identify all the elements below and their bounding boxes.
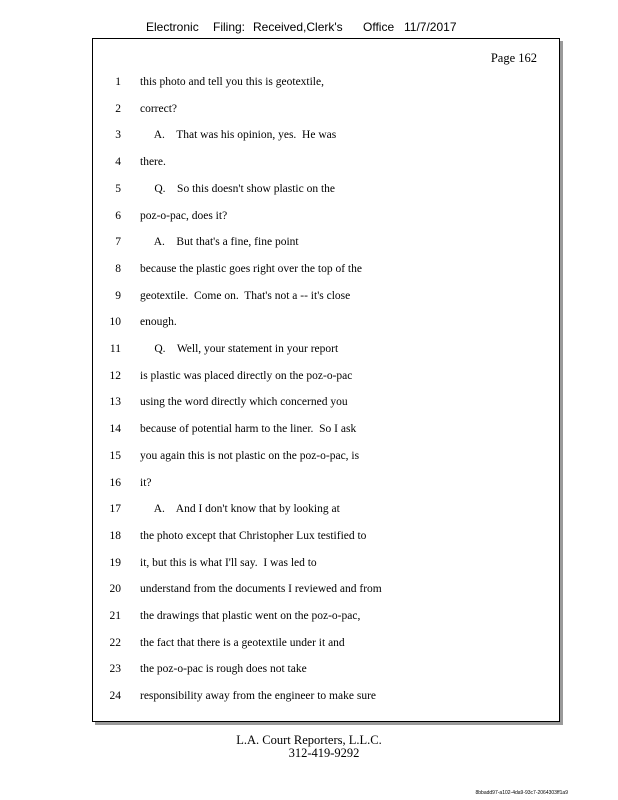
line-text: responsibility away from the engineer to make sure	[140, 690, 376, 703]
line-text: geotextile. Come on. That's not a -- it's close	[140, 289, 351, 302]
line-number: 5	[115, 182, 121, 195]
line-number: 10	[109, 316, 121, 329]
line-text: is plastic was placed directly on the poz-o-pac	[140, 369, 353, 382]
line-text: the photo except that Christopher Lux testified to	[140, 529, 367, 542]
line-text: correct?	[140, 102, 178, 115]
line-text: this photo and tell you this is geotextile,	[140, 76, 324, 88]
line-text: using the word directly which concerned you	[140, 396, 348, 409]
line-text: because of potential harm to the liner. So I ask	[140, 423, 357, 436]
line-number: 23	[109, 663, 121, 676]
line-number: 4	[115, 156, 121, 169]
line-text: A. And I don't know that by looking at	[140, 503, 340, 516]
line-text: there.	[140, 156, 166, 169]
page-number: Page 162	[490, 51, 537, 65]
line-number: 8	[115, 262, 121, 275]
document-hash: 8bbadd97-a102-4da9-93c7-2064303ff1a9	[475, 790, 568, 796]
line-number: 20	[109, 583, 121, 596]
header-word-filing: Filing:	[213, 20, 246, 34]
line-text: the fact that there is a geotextile under it and	[140, 636, 345, 649]
footer-phone: 312-419-9292	[288, 746, 360, 760]
line-number: 3	[115, 129, 121, 142]
transcript-page	[92, 38, 560, 722]
line-text: it, but this is what I'll say. I was led to	[140, 556, 317, 569]
line-number: 11	[109, 343, 121, 355]
line-number: 17	[109, 503, 121, 516]
line-text: poz-o-pac, does it?	[140, 209, 228, 222]
footer	[0, 734, 618, 760]
line-number: 2	[115, 102, 121, 115]
line-number: 15	[109, 449, 121, 462]
line-text: understand from the documents I reviewed and from	[140, 583, 382, 596]
line-number: 16	[109, 476, 121, 489]
line-text: because the plastic goes right over the top of the	[140, 262, 362, 275]
line-number: 9	[115, 289, 121, 302]
line-text: A. But that's a fine, fine point	[140, 236, 299, 249]
line-text: the drawings that plastic went on the poz-o-pac,	[140, 610, 361, 622]
line-text: you again this is not plastic on the poz-o-pac, is	[140, 449, 360, 462]
header-word-received: Received,Clerk's	[253, 20, 343, 34]
line-number: 12	[109, 369, 121, 382]
header-date: 11/7/2017	[404, 20, 457, 34]
line-text: A. That was his opinion, yes. He was	[140, 129, 337, 142]
line-text: Q. Well, your statement in your report	[140, 343, 339, 355]
line-number: 22	[109, 636, 121, 649]
line-number: 14	[109, 423, 121, 436]
line-number: 13	[109, 396, 121, 409]
line-text: Q. So this doesn't show plastic on the	[140, 182, 336, 195]
line-number: 18	[109, 529, 121, 542]
line-number: 1	[115, 76, 121, 88]
line-number: 21	[109, 610, 121, 622]
line-text: the poz-o-pac is rough does not take	[140, 663, 307, 676]
line-number: 24	[109, 690, 121, 703]
footer-company: L.A. Court Reporters, L.L.C.	[236, 733, 382, 747]
header-word-electronic: Electronic	[146, 20, 199, 34]
line-text: it?	[140, 476, 152, 489]
line-number: 6	[115, 209, 121, 222]
line-number: 19	[109, 556, 121, 569]
line-text: enough.	[140, 316, 177, 329]
header-word-office: Office	[363, 20, 395, 34]
line-number: 7	[115, 236, 121, 249]
